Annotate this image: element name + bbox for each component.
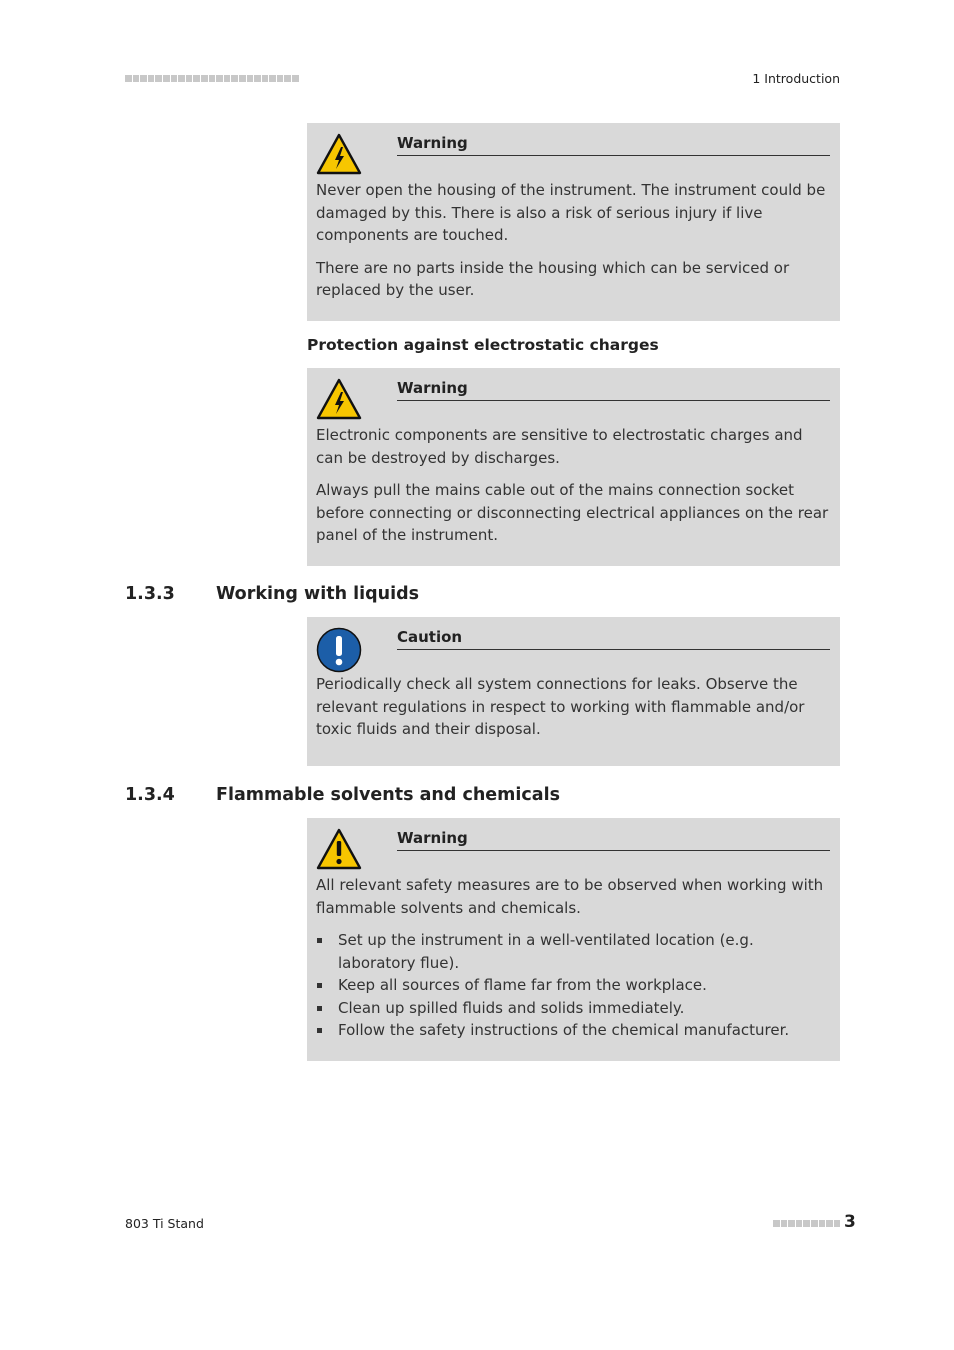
notice-title: Warning [397, 133, 830, 156]
section-title: Working with liquids [216, 584, 420, 604]
caution-exclamation-icon [316, 627, 362, 673]
list-item: Clean up spilled fluids and solids immediately. [316, 997, 830, 1020]
footer-product: 803 Ti Stand [125, 1216, 204, 1231]
list-item: Set up the instrument in a well-ventilated location (e.g. laboratory flue). [316, 929, 830, 974]
warning-notice-flammable [307, 818, 840, 1061]
section-heading-flammable [125, 785, 560, 805]
notice-text: Electronic components are sensitive to electrostatic charges and can be destroyed by discharges. [316, 426, 803, 467]
warning-notice-housing [307, 123, 840, 321]
electric-shock-warning-icon [316, 378, 362, 420]
safety-measures-list [316, 929, 830, 1042]
footer-decoration [773, 1220, 840, 1227]
list-item: Keep all sources of flame far from the workplace. [316, 974, 830, 997]
notice-title: Warning [397, 378, 830, 401]
electric-shock-warning-icon [316, 133, 362, 175]
notice-title: Caution [397, 627, 830, 650]
general-warning-icon [316, 828, 362, 870]
section-heading-liquids [125, 584, 419, 604]
caution-notice-liquids [307, 617, 840, 766]
warning-notice-electrostatic [307, 368, 840, 566]
section-number: 1.3.4 [125, 785, 175, 805]
notice-text: All relevant safety measures are to be observed when working with flammable solvents and chemicals. [316, 876, 824, 917]
header-decoration [125, 75, 299, 82]
header-chapter: 1 Introduction [752, 71, 840, 86]
page-number: 3 [844, 1212, 856, 1232]
notice-title: Warning [397, 828, 830, 851]
list-item: Follow the safety instructions of the chemical manufacturer. [316, 1019, 830, 1042]
notice-text: Never open the housing of the instrument. The instrument could be damaged by this. There is also a risk of serious injury if live components are touched. [316, 181, 826, 244]
section-number: 1.3.3 [125, 584, 175, 604]
subheading-electrostatic: Protection against electrostatic charges [307, 336, 659, 354]
notice-text: Periodically check all system connections for leaks. Observe the relevant regulations in respect to working with flammable and/or toxic fluids and their disposal. [316, 675, 805, 738]
notice-text: There are no parts inside the housing which can be serviced or replaced by the user. [316, 258, 790, 299]
notice-text: Always pull the mains cable out of the mains connection socket before connecting or disconnecting electrical appliances on the rear panel of the instrument. [316, 481, 829, 544]
section-title: Flammable solvents and chemicals [216, 785, 560, 805]
